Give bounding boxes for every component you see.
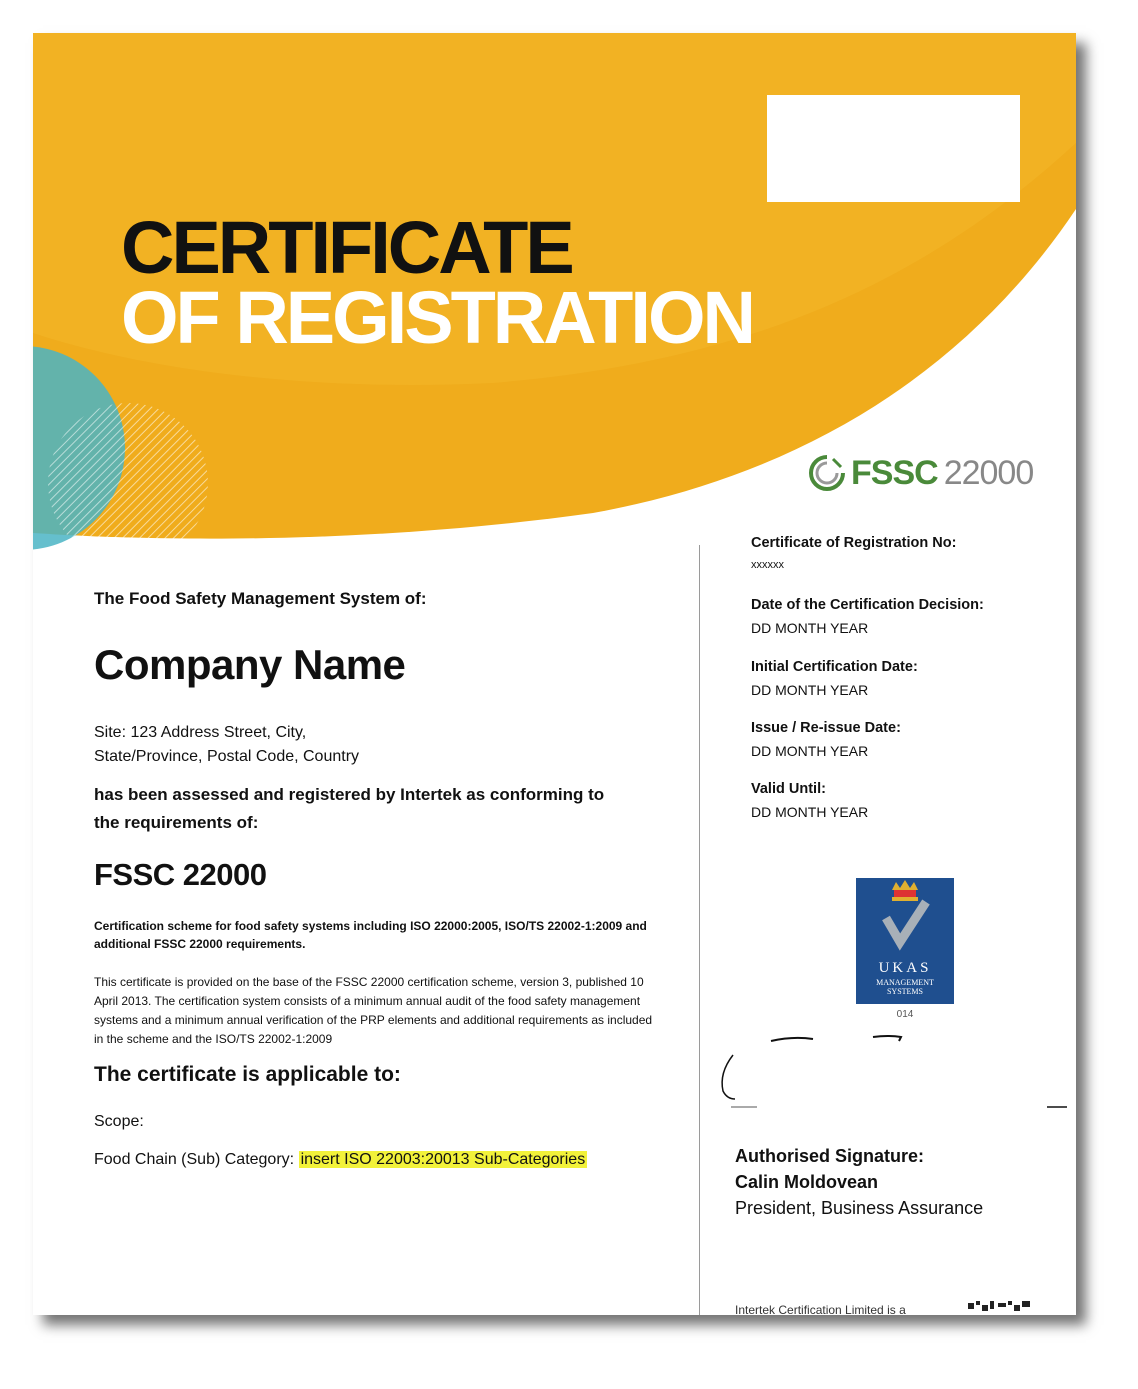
applicable-heading: The certificate is applicable to: — [94, 1063, 401, 1086]
fssc-swirl-icon — [807, 453, 847, 493]
hatched-circle — [48, 403, 208, 563]
fssc-logo-number: 22000 — [943, 453, 1034, 492]
logo-placeholder-box — [767, 95, 1020, 202]
certificate-title — [121, 206, 753, 359]
scheme-description: Certification scheme for food safety systems including ISO 22000:2005, ISO/TS 22002-1:2009 and additional FSSC 22000 requirements. — [94, 919, 647, 951]
ukas-crown-check-icon — [856, 878, 954, 958]
category-value: insert ISO 22003:20013 Sub-Categories — [300, 1151, 586, 1168]
qr-code-icon — [968, 1301, 1034, 1315]
title-line-1: CERTIFICATE — [121, 206, 572, 289]
authorised-signature-block — [735, 1143, 983, 1221]
issue-date-field — [751, 720, 901, 759]
ukas-code: 014 — [896, 1009, 914, 1020]
initial-date-label: Initial Certification Date: — [751, 659, 918, 675]
certificate-page — [33, 33, 1076, 1315]
site-address — [94, 721, 359, 769]
ukas-badge — [856, 878, 954, 1004]
footer-text: Intertek Certification Limited is a — [735, 1303, 906, 1315]
valid-until-value: DD MONTH YEAR — [751, 804, 869, 820]
ukas-sub1: MANAGEMENT — [876, 978, 934, 987]
ukas-name: UKAS — [878, 960, 932, 976]
scope-label: Scope: — [94, 1113, 144, 1130]
assessment-statement: has been assessed and registered by Intertek as conforming to the requirements of: — [94, 785, 605, 832]
decision-date-field — [751, 597, 984, 636]
reg-no-value: xxxxxx — [751, 559, 784, 571]
category-label: Food Chain (Sub) Category: — [94, 1151, 295, 1168]
standard-name: FSSC 22000 — [94, 857, 267, 892]
title-line-2: OF REGISTRATION — [121, 276, 753, 359]
issue-date-label: Issue / Re-issue Date: — [751, 720, 901, 736]
certificate-notice: This certificate is provided on the base of the FSSC 22000 certification scheme, version 3, published 10 April 2013. The certification system consists of a minimum annual audit of the food safety management systems and a minimum annual verification of the PRP elements and additional requirements as included in the scheme and the ISO/TS 22002-1:2009 — [94, 975, 653, 1046]
issue-date-value: DD MONTH YEAR — [751, 743, 869, 759]
reg-no-label: Certificate of Registration No: — [751, 535, 957, 551]
signature-fragments — [713, 1033, 1073, 1123]
valid-until-label: Valid Until: — [751, 781, 826, 797]
reg-no-field — [751, 535, 956, 571]
initial-date-value: DD MONTH YEAR — [751, 682, 869, 698]
signatory-name: Calin Moldovean — [735, 1172, 879, 1192]
fssc-logo — [807, 453, 1033, 493]
ukas-mark — [856, 878, 954, 1020]
signatory-title: President, Business Assurance — [735, 1198, 984, 1218]
site-line-2: State/Province, Postal Code, Country — [94, 748, 360, 765]
signature-label: Authorised Signature: — [735, 1146, 925, 1166]
ukas-subtitle — [856, 978, 954, 996]
valid-until-field — [751, 781, 868, 820]
fssc-logo-brand: FSSC — [851, 453, 938, 492]
company-name: Company Name — [94, 641, 406, 688]
food-chain-category — [94, 1151, 587, 1169]
initial-date-field — [751, 659, 918, 698]
decision-date-label: Date of the Certification Decision: — [751, 597, 984, 613]
ukas-sub2: SYSTEMS — [886, 987, 923, 996]
fsms-label: The Food Safety Management System of: — [94, 589, 427, 608]
site-line-1: Site: 123 Address Street, City, — [94, 724, 307, 741]
column-divider — [699, 545, 700, 1315]
decision-date-value: DD MONTH YEAR — [751, 620, 869, 636]
